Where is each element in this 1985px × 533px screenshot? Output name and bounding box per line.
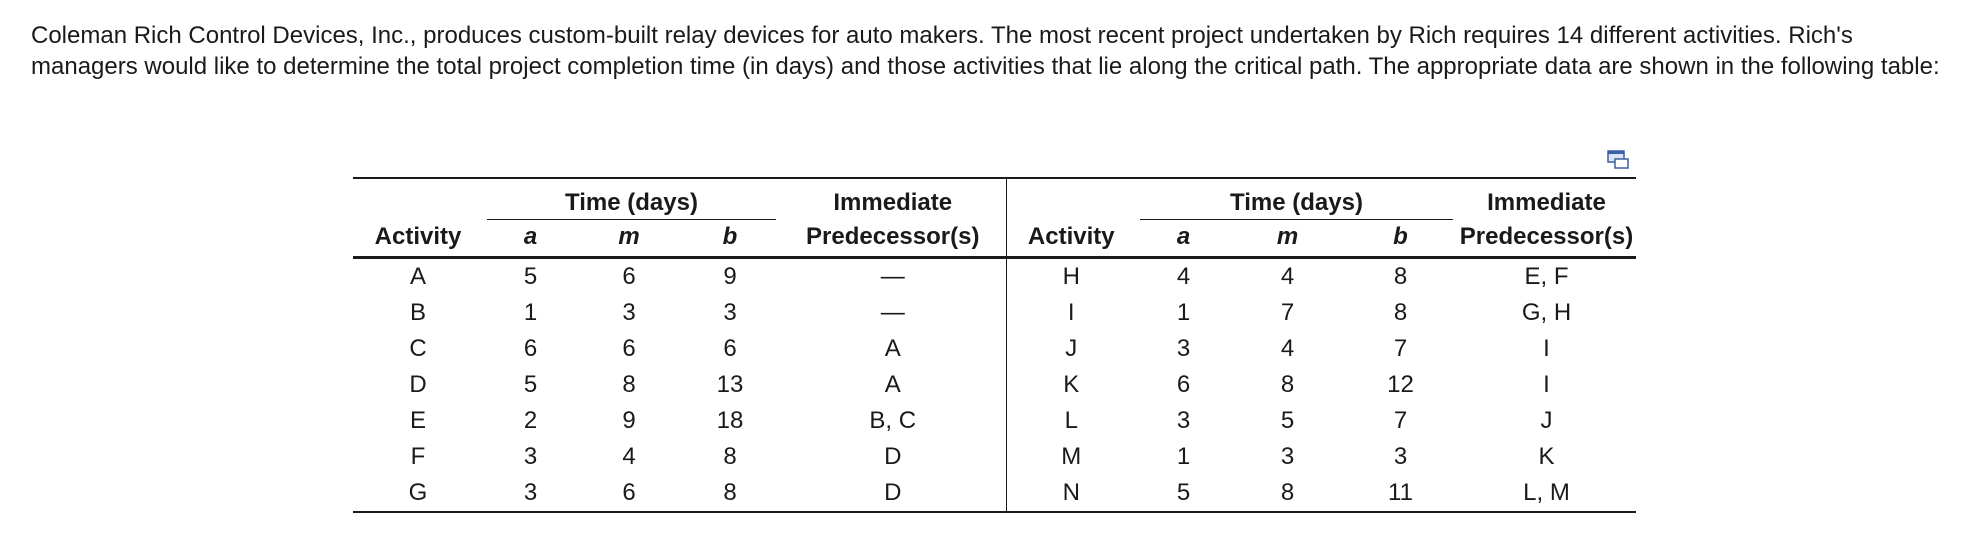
b-cell: 11 (1344, 475, 1457, 512)
predecessor-cell: L, M (1457, 475, 1636, 512)
b-cell: 8 (723, 443, 737, 470)
m-cell: 3 (622, 299, 636, 326)
b-header-right: b (1344, 218, 1457, 258)
activity-cell: B (409, 299, 426, 326)
b-cell: 3 (1393, 443, 1408, 470)
a-cell: 6 (523, 335, 538, 362)
b-cell: 9 (723, 263, 737, 290)
a-cell: 5 (523, 371, 538, 398)
m-cell: 4 (1280, 263, 1295, 290)
predecessor-cell: A (780, 331, 1006, 367)
immediate-header-right: Immediate (1457, 178, 1636, 218)
predecessor-cell: I (1543, 335, 1550, 362)
activity-cell: C (409, 335, 427, 362)
activity-cell: E (409, 407, 426, 434)
predecessors-header-right: Predecessor(s) (1457, 218, 1636, 258)
table-row (353, 475, 1636, 512)
time-days-header-left: Time (days) (483, 178, 780, 218)
a-cell: 3 (523, 443, 538, 470)
m-cell: 6 (578, 475, 680, 512)
m-header-left: m (578, 218, 680, 258)
header-row-bottom (353, 218, 1636, 258)
b-cell: 8 (1393, 299, 1408, 326)
activity-cell: A (409, 263, 426, 290)
m-cell: 8 (1280, 371, 1295, 398)
m-cell: 6 (622, 335, 636, 362)
predecessor-cell: E, F (1524, 263, 1569, 290)
activity-cell: J (1065, 335, 1078, 362)
activity-cell: D (409, 371, 427, 398)
predecessor-cell: — (780, 295, 1006, 331)
a-cell: 3 (1176, 335, 1191, 362)
header-row-top (353, 178, 1636, 218)
b-cell: 13 (716, 371, 744, 398)
activity-header-left: Activity (353, 218, 483, 258)
header-blank-right (1006, 178, 1136, 218)
m-cell: 4 (1280, 335, 1295, 362)
a-cell: 1 (1176, 443, 1191, 470)
activity-cell: G (353, 475, 483, 512)
m-cell: 8 (622, 371, 636, 398)
b-cell: 7 (1393, 335, 1408, 362)
table-row (353, 331, 1636, 367)
table-row (353, 403, 1636, 439)
b-cell: 6 (723, 335, 737, 362)
predecessor-cell: I (1543, 371, 1550, 398)
activity-cell: K (1063, 371, 1080, 398)
predecessor-cell: D (780, 439, 1006, 475)
header-blank-left (353, 178, 483, 218)
immediate-header-left: Immediate (780, 178, 1006, 218)
m-header-right: m (1231, 218, 1344, 258)
m-cell: 4 (622, 443, 636, 470)
predecessor-cell: A (780, 367, 1006, 403)
a-cell: 2 (523, 407, 538, 434)
m-cell: 6 (622, 263, 636, 290)
a-cell: 3 (483, 475, 578, 512)
table-row (353, 258, 1636, 296)
table-row (353, 439, 1636, 475)
a-header-right: a (1136, 218, 1231, 258)
activity-time-table (353, 177, 1636, 513)
b-cell: 8 (1393, 263, 1408, 290)
b-header-left: b (680, 218, 780, 258)
table-row (353, 295, 1636, 331)
predecessor-cell: G, H (1521, 299, 1572, 326)
popout-icon[interactable] (1607, 150, 1631, 170)
predecessor-cell: D (780, 475, 1006, 512)
activity-cell: F (410, 443, 426, 470)
predecessor-cell: B, C (780, 403, 1006, 439)
a-cell: 5 (523, 263, 538, 290)
a-header-left: a (483, 218, 578, 258)
a-cell: 1 (523, 299, 538, 326)
m-cell: 7 (1280, 299, 1295, 326)
b-cell: 7 (1393, 407, 1408, 434)
b-cell: 12 (1387, 371, 1414, 398)
m-cell: 5 (1280, 407, 1295, 434)
b-cell: 8 (680, 475, 780, 512)
m-cell: 8 (1231, 475, 1344, 512)
predecessors-header-left: Predecessor(s) (780, 218, 1006, 258)
table-row (353, 367, 1636, 403)
predecessor-cell: J (1540, 407, 1553, 434)
activity-cell: N (1006, 475, 1136, 512)
time-days-header-right: Time (days) (1136, 178, 1457, 218)
activity-header-right: Activity (1006, 218, 1136, 258)
m-cell: 9 (622, 407, 636, 434)
a-cell: 4 (1176, 263, 1191, 290)
m-cell: 3 (1280, 443, 1295, 470)
b-cell: 3 (723, 299, 737, 326)
predecessor-cell: K (1538, 443, 1555, 470)
activity-cell: M (1061, 443, 1082, 470)
a-cell: 6 (1176, 371, 1191, 398)
predecessor-cell: — (780, 258, 1006, 296)
a-cell: 1 (1176, 299, 1191, 326)
a-cell: 5 (1136, 475, 1231, 512)
activity-cell: I (1067, 299, 1075, 326)
problem-statement: Coleman Rich Control Devices, Inc., produces custom-built relay devices for auto makers. The most recent project undertaken by Rich requires 14 different activities. Rich's managers would like to determine the total project completion time (in days) and those activities that lie along the critical path. The appropriate data are shown in the following table: (31, 22, 1940, 80)
activity-cell: L (1064, 407, 1078, 434)
a-cell: 3 (1176, 407, 1191, 434)
b-cell: 18 (716, 407, 744, 434)
activity-cell: H (1062, 263, 1080, 290)
